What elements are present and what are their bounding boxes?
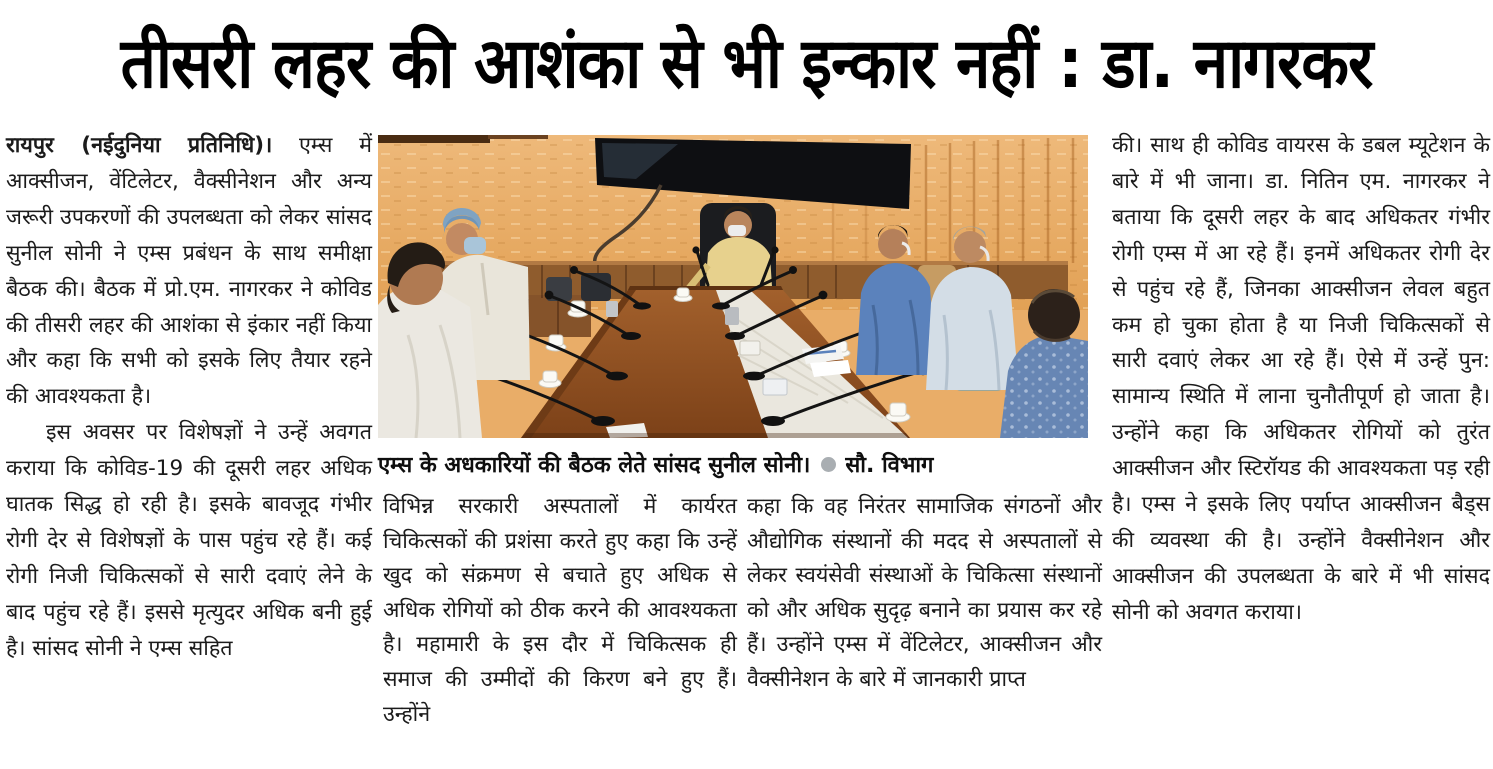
article-column-4 xyxy=(1112,128,1490,631)
body-text: विभिन्न सरकारी अस्पतालों में कार्यरत चिकित्सकों की प्रशंसा करते हुए कहा कि उन्हें खुद को संक्रमण से बचाते हुए अधिक से अधिक रोगियों को ठीक करने की आवश्यकता है। महामारी के इस दौर में चिकित्सक ही समाज की उम्मीदों की किरण बने हुए हैं। उन्होंने xyxy=(383,494,737,727)
article-column-2 xyxy=(383,490,737,732)
headline: तीसरी लहर की आशंका से भी इन्कार नहीं : डा. नागरकर xyxy=(120,21,1373,104)
dateline: रायपुर (नईदुनिया प्रतिनिधि)। xyxy=(6,133,273,158)
empty-chair xyxy=(581,273,611,301)
face-mask xyxy=(464,237,486,254)
meeting-photo xyxy=(378,135,1088,438)
paragraph-lead xyxy=(6,128,372,415)
photo-credit: सौ. विभाग xyxy=(845,453,934,478)
face-mask xyxy=(728,225,746,236)
meeting-photo-illustration xyxy=(378,135,1088,438)
credit-bullet-icon xyxy=(821,457,836,472)
person-foreground-floral-shirt xyxy=(1000,289,1088,438)
body-text: की। साथ ही कोविड वायरस के डबल म्यूटेशन के बारे में भी जाना। डा. नितिन एम. नागरकर ने बताया कि दूसरी लहर के बाद अधिकतर गंभीर रोगी एम्स में आ रहे हैं। इनमें अधिकतर रोगी देर से पहुंच रहे हैं, जिनका आक्सीजन लेवल बहुत कम हो चुका होता है या निजी चिकित्सकों से सारी दवाएं लेकर आ रहे हैं। ऐसे में उन्हें पुन: सामान्य स्थिति में लाना चुनौतीपूर्ण हो जाता है। उन्होंने कहा कि अधिकतर रोगियों को तुरंत आक्सीजन और स्टिरॉयड की आवश्यकता पड़ रही है। एम्स ने इसके लिए पर्याप्त आक्सीजन बैड्स की व्यवस्था की है। उन्होंने वैक्सीनेशन और आक्सीजन की उपलब्धता के बारे में भी सांसद सोनी को अवगत कराया। xyxy=(1112,133,1490,625)
photo-caption xyxy=(378,447,1090,481)
body-text: एम्स में आक्सीजन, वेंटिलेटर, वैक्सीनेशन और अन्य जरूरी उपकरणों की उपलब्धता को लेकर सांसद सुनील सोनी ने एम्स प्रबंधन के साथ समीक्षा बैठक की। बैठक में प्रो.एम. नागरकर ने कोविड की तीसरी लहर की आशंका से इंकार नहीं किया और कहा कि सभी को इसके लिए तैयार रहने की आवश्यकता है। xyxy=(6,133,372,410)
paragraph-2: इस अवसर पर विशेषज्ञों ने उन्हें अवगत कराया कि कोविड-19 की दूसरी लहर अधिक घातक सिद्ध हो रही है। इसके बावजूद गंभीर रोगी देर से विशेषज्ञों के पास पहुंच रहे हैं। कई रोगी निजी चिकित्सकों से सारी दवाएं लेने के बाद पहुंच रहे हैं। इससे मृत्युदर अधिक बनी हुई है। सांसद सोनी ने एम्स सहित xyxy=(6,420,372,661)
caption-text: एम्स के अधकारियों की बैठक लेते सांसद सुनील सोनी। xyxy=(378,453,811,478)
body-text: कहा कि वह निरंतर सामाजिक संगठनों और औद्योगिक संस्थानों की मदद से अस्पतालों से लेकर स्वयंसेवी संस्थाओं के चिकित्सा संस्थानों को और अधिक सुदृढ़ बनाने का प्रयास कर रहे हैं। उन्होंने एम्स में वेंटिलेटर, आक्सीजन और वैक्सीनेशन के बारे में जानकारी प्राप्त xyxy=(747,494,1102,692)
article-column-1 xyxy=(6,128,372,667)
article-column-3 xyxy=(747,490,1102,698)
